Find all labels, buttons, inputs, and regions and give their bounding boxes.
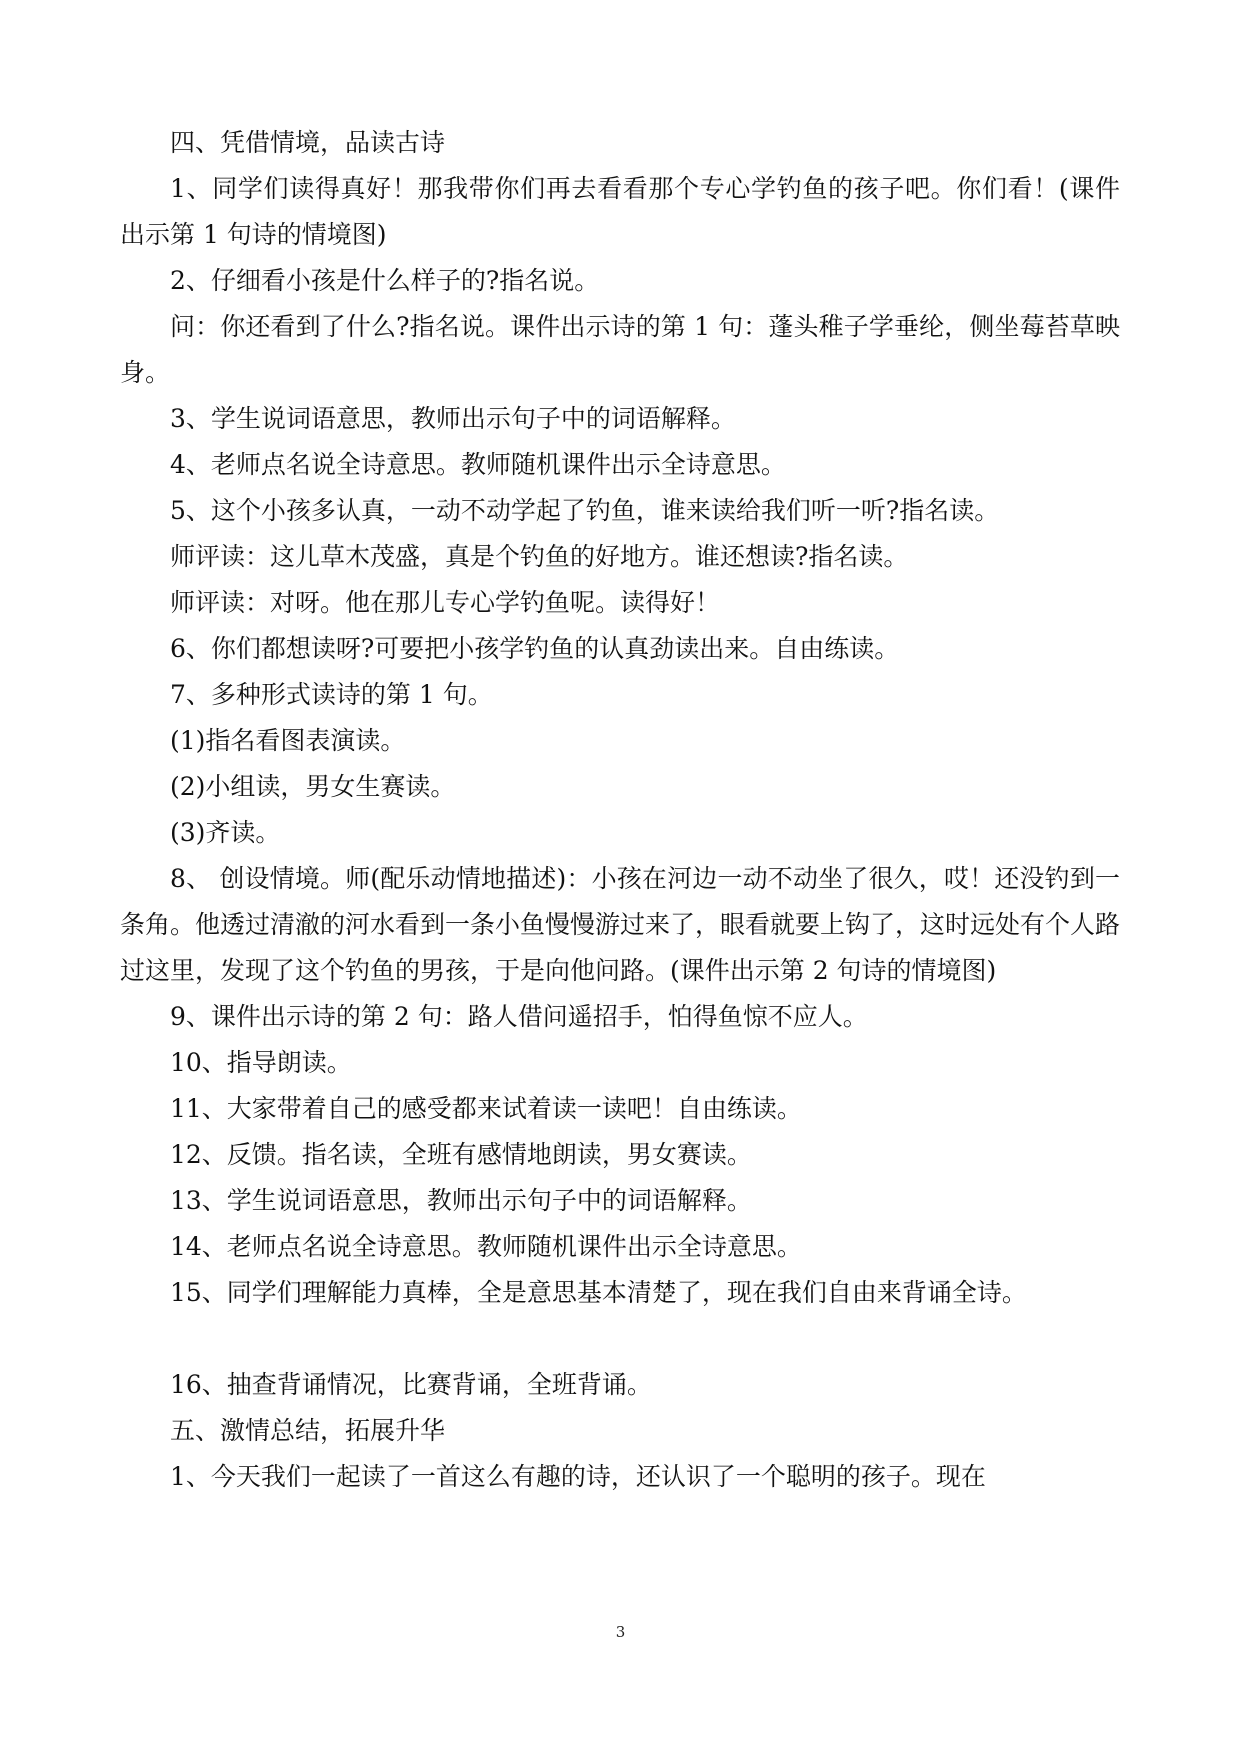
paragraph: 师评读：对呀。他在那儿专心学钓鱼呢。读得好！ (170, 588, 721, 617)
section-heading: 四、凭借情境，品读古诗 (170, 128, 446, 157)
paragraph: (3)齐读。 (170, 818, 281, 847)
paragraph: 6、你们都想读呀?可要把小孩学钓鱼的认真劲读出来。自由练读。 (170, 634, 900, 663)
paragraph: 7、多种形式读诗的第 1 句。 (170, 680, 493, 709)
blank-line (120, 1316, 1120, 1362)
paragraph: (2)小组读，男女生赛读。 (170, 772, 456, 801)
paragraph: 8、 创设情境。师(配乐动情地描述)：小孩在河边一动不动坐了很久，哎！还没钓到一条角。他透过清澈的河水看到一条小鱼慢慢游过来了，眼看就要上钩了，这时远处有个人路过这里，发现了这个钓鱼的男孩，于是向他问路。(课件出示第 2 句诗的情境图) (120, 864, 1121, 985)
paragraph: 1、同学们读得真好！那我带你们再去看看那个专心学钓鱼的孩子吧。你们看！(课件出示第 1 句诗的情境图) (120, 174, 1120, 249)
paragraph: 5、这个小孩多认真，一动不动学起了钓鱼，谁来读给我们听一听?指名读。 (170, 496, 1000, 525)
paragraph: 问：你还看到了什么?指名说。课件出示诗的第 1 句：蓬头稚子学垂纶，侧坐莓苔草映身。 (120, 312, 1120, 387)
section-heading: 五、激情总结，拓展升华 (170, 1416, 446, 1445)
paragraph: 1、今天我们一起读了一首这么有趣的诗，还认识了一个聪明的孩子。现在 (170, 1462, 986, 1491)
paragraph: 4、老师点名说全诗意思。教师随机课件出示全诗意思。 (170, 450, 786, 479)
page-number: 3 (615, 1623, 626, 1641)
body-text (120, 120, 1120, 1500)
paragraph: 师评读：这儿草木茂盛，真是个钓鱼的好地方。谁还想读?指名读。 (170, 542, 909, 571)
paragraph: 10、指导朗读。 (170, 1048, 352, 1077)
paragraph: 3、学生说词语意思，教师出示句子中的词语解释。 (170, 404, 736, 433)
paragraph: 2、仔细看小孩是什么样子的?指名说。 (170, 266, 600, 295)
paragraph: (1)指名看图表演读。 (170, 726, 406, 755)
paragraph: 11、大家带着自己的感受都来试着读一读吧！自由练读。 (170, 1094, 802, 1123)
paragraph: 16、抽查背诵情况，比赛背诵，全班背诵。 (170, 1370, 652, 1399)
paragraph: 12、反馈。指名读，全班有感情地朗读，男女赛读。 (170, 1140, 752, 1169)
paragraph: 13、学生说词语意思，教师出示句子中的词语解释。 (170, 1186, 752, 1215)
paragraph: 15、同学们理解能力真棒，全是意思基本清楚了，现在我们自由来背诵全诗。 (170, 1278, 1027, 1307)
paragraph: 9、课件出示诗的第 2 句：路人借问遥招手，怕得鱼惊不应人。 (170, 1002, 868, 1031)
paragraph: 14、老师点名说全诗意思。教师随机课件出示全诗意思。 (170, 1232, 802, 1261)
